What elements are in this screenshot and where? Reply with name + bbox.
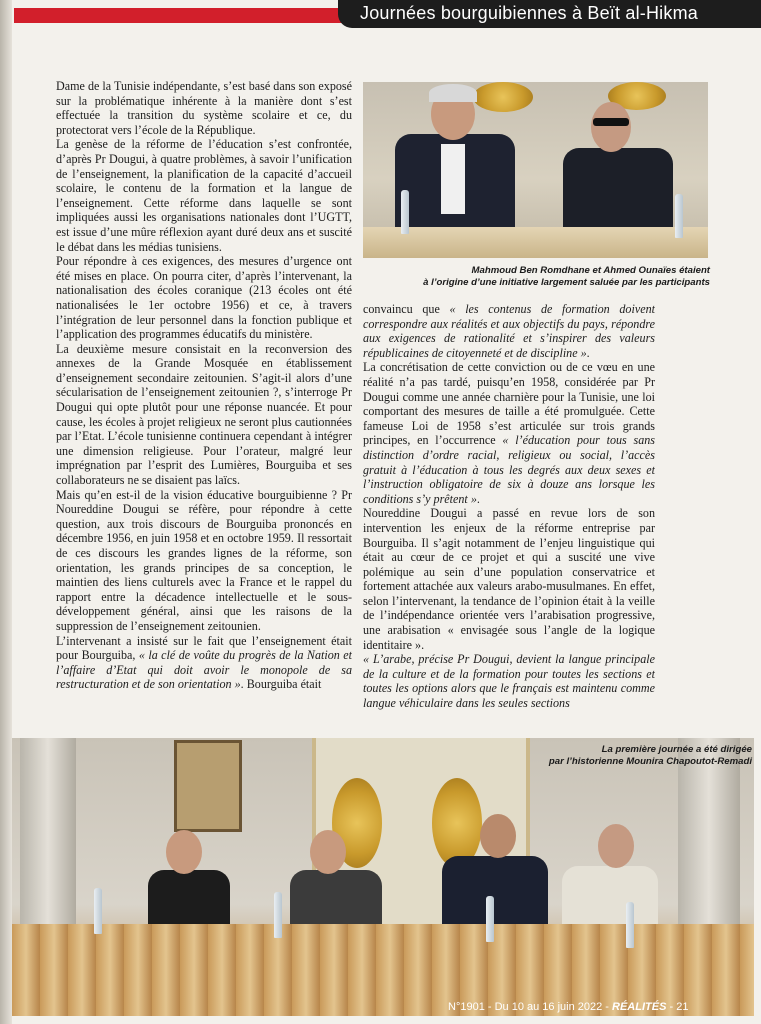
- photo-caption-bottom: [420, 744, 752, 768]
- pillar: [678, 738, 740, 948]
- text-run: . Bourguiba était: [240, 677, 322, 692]
- text-run: .: [476, 491, 480, 506]
- hair: [429, 84, 477, 102]
- person-1: [148, 870, 230, 930]
- decor-disc: [473, 82, 533, 112]
- face: [480, 814, 516, 858]
- water-bottle: [675, 194, 683, 238]
- issue-info: N°1901 - Du 10 au 16 juin 2022 -: [448, 1001, 609, 1013]
- decor-disc: [432, 778, 482, 868]
- text-run: L’intervenant a insisté sur le fait que l’enseignement était pour Bourguiba,: [56, 633, 352, 663]
- caption-line: à l’origine d’une initiative largement saluée par les participants: [423, 277, 710, 288]
- person-2: [290, 870, 382, 930]
- text-run: La concrétisation de cette conviction ou de ce vœu en une réalité n’a pas tardé, puisqu’en 1958, considérée par Pr Dougui comme une année charnière pour la Tunisie, une loi comportant des mesures de taille a été promulguée. Cette fameuse Loi de 1958 s’est articulée sur trois grands principes, en l’occurrence: [363, 360, 655, 448]
- photo-caption-top: [380, 265, 710, 289]
- header-red-bar: [14, 8, 344, 23]
- text-run: .: [586, 345, 590, 360]
- page-number: - 21: [669, 1001, 689, 1013]
- photo-panel: [12, 738, 754, 1016]
- quote: « L’arabe, précise Pr Dougui, devient la langue principale de la culture et de la formation pour toutes les sections et toutes les options alors que le français est maintenu comme langue véhiculaire dans les seules sections: [363, 652, 655, 711]
- framed-picture: [174, 740, 242, 832]
- caption-line: par l’historienne Mounira Chapoutot-Remadi: [548, 756, 752, 767]
- face: [310, 830, 346, 874]
- pillar: [20, 738, 76, 948]
- face: [166, 830, 202, 874]
- face: [591, 102, 631, 152]
- article-column-left: [56, 79, 352, 719]
- paragraph: Noureddine Dougui a passé en revue lors de son intervention les enjeux de la réforme entreprise par Bourguiba. Il s’agit notamment de l’enjeu linguistique qui était au cœur de ce projet et qui a suscité une vive polémique au sein d’une population conservatrice et fortement attachée aux valeurs arabo-musulmanes. En effet, selon l’intervenant, la tendance de l’opinion était à la veille de l’indépendance orientée vers l’arabisation progressive, une arabisation « envisagée sous l’angle de la logique identitaire ».: [363, 506, 655, 652]
- shirt: [441, 144, 465, 214]
- paragraph: Mais qu’en est-il de la vision éducative bourguibienne ? Pr Noureddine Dougui se réfère, pour répondre à cette question, aux trois discours de Bourguiba prononcés en décembre 1956, en juin 1958 et en octobre 1959. Il ressortait de ces discours les grandes lignes de la réforme, son orientation, les grands principes de sa conception, le maintien des liens culturels avec la France et le rappel du rapport entre la décadence intellectuelle et le sous-développement général, ainsi que les raisons de la suppression de l’enseignement zeitounien.: [56, 487, 352, 633]
- quote: « les contenus de formation doivent correspondre aux réalités et aux objectifs du pays, répondre aux exigences de rationalité et s’inspirer des valeurs républicaines de citoyenneté et de discipline »: [363, 302, 655, 360]
- paragraph: La genèse de la réforme de l’éducation s’est confrontée, d’après Pr Dougui, à quatre problèmes, à savoir l’unification de l’enseignement, la planification de la capacité d’accueil scolaire, le contenu de la formation et la langue de l’enseignement. Cette réforme dans laquelle se sont impliquées aussi les organisations nationales dont l’UGTT, est issue d’une mûre réflexion ayant duré deux ans et suscité le débat dans les médias tunisiens.: [56, 137, 352, 254]
- section-title: Journées bourguibiennes à Beït al-Hikma: [360, 3, 698, 23]
- person-4: [562, 866, 658, 932]
- person-right: [563, 148, 673, 234]
- caption-line: Mahmoud Ben Romdhane et Ahmed Ounaïes étaient: [471, 265, 710, 276]
- quote: « la clé de voûte du progrès de la Nation et l’affaire d’Etat qui doit avoir le monopole de sa restructuration et de son orientation »: [56, 648, 352, 692]
- face: [598, 824, 634, 868]
- person-3: [442, 856, 548, 932]
- quote: « l’éducation pour tous sans distinction d’ordre racial, religieux ou social, l’accès gratuit à l’éducation à tous les degrés aux deux sexes et l’instruction obligatoire de six à douze ans lorsque les conditions s’y prêtent »: [363, 433, 655, 506]
- water-bottle: [274, 892, 282, 938]
- table-cloth: [363, 227, 708, 258]
- paragraph: Dame de la Tunisie indépendante, s’est basé dans son exposé sur la problématique inhérente à la manière dont s’est effectuée la transition du système scolaire et ce, du protectorat vers l’école de la République.: [56, 79, 352, 137]
- paragraph: [363, 652, 655, 710]
- water-bottle: [401, 190, 409, 234]
- water-bottle: [486, 896, 494, 942]
- photo-speakers: [363, 82, 708, 258]
- paragraph: [56, 634, 352, 692]
- sunglasses: [593, 118, 629, 126]
- article-column-right: [363, 302, 655, 720]
- paragraph: La deuxième mesure consistait en la reconversion des annexes de la Grande Mosquée en établissement d’enseignement secondaire zeitounien. S’agit-il alors d’une sécularisation de l’enseignement zeitounien ?, s’interroge Pr Dougui qui opte plutôt pour une réponse nuancée. Et pour cause, les écoles à projet religieux ne seront plus cautionnées par l’Etat. L’école tunisienne continuera cependant à intégrer une dimension religieuse. Pour l’orateur, malgré leur imprégnation par l’esprit des Lumières, Bourguiba et ses collaborateurs ne se disaient pas laïcs.: [56, 341, 352, 488]
- paragraph: Pour répondre à ces exigences, des mesures d’urgence ont été mises en place. On pourra citer, d’après l’intervenant, la nationalisation des écoles coranique (213 écoles ont été nationalisées le 1er octobre 1956) et ce, à travers l’intégration de leur personnel dans la fonction publique et l’application des programmes éducatifs du ministère.: [56, 254, 352, 342]
- water-bottle: [626, 902, 634, 948]
- page-footer: [448, 1001, 688, 1013]
- caption-line: La première journée a été dirigée: [601, 744, 752, 755]
- paragraph: [363, 302, 655, 360]
- page-spine: [0, 0, 12, 1024]
- text-run: convaincu que: [363, 302, 450, 316]
- magazine-brand: RÉALITÉS: [612, 1001, 667, 1013]
- paragraph: [363, 360, 655, 506]
- water-bottle: [94, 888, 102, 934]
